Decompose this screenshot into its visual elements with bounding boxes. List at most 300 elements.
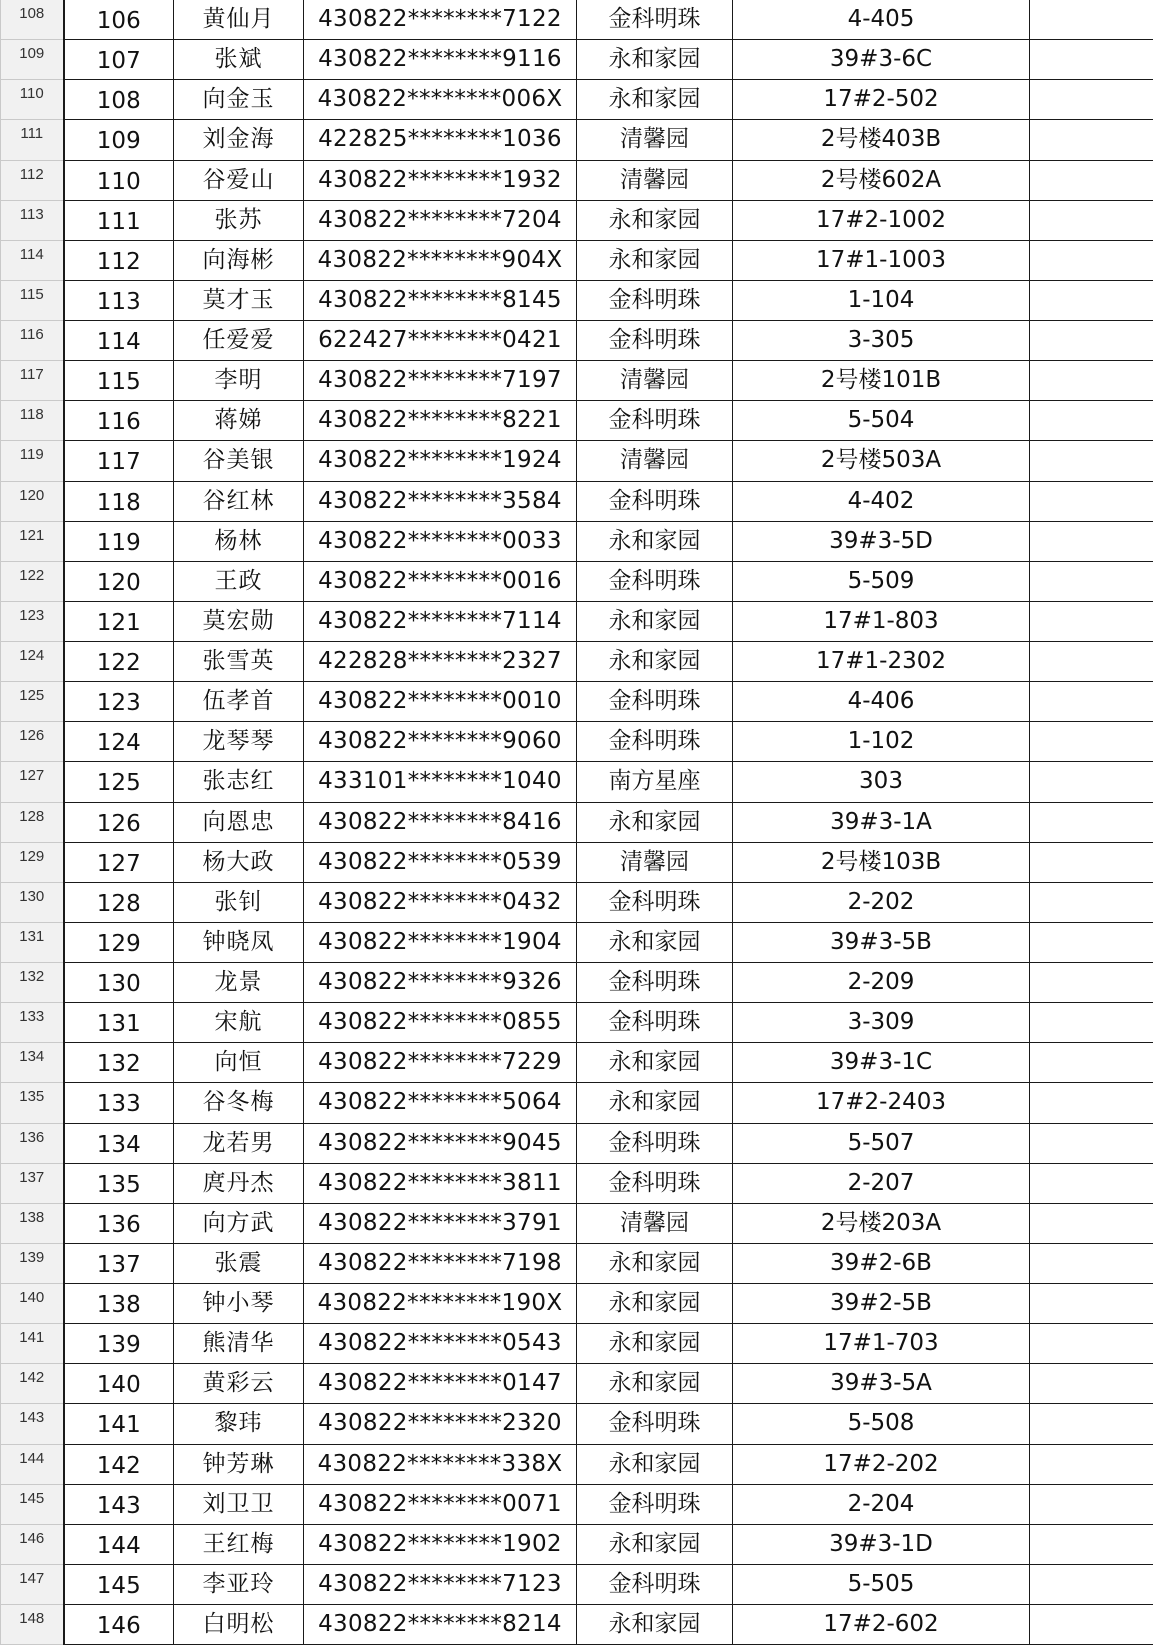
seq-cell[interactable]: 131 <box>64 1003 174 1043</box>
id-number-cell[interactable]: 430822********0432 <box>304 882 577 922</box>
row-header[interactable]: 129 <box>1 842 64 882</box>
table-row <box>1 240 1153 280</box>
empty-cell[interactable] <box>1030 963 1153 1003</box>
community-cell[interactable]: 永和家园 <box>577 1083 733 1123</box>
name-cell[interactable]: 向恒 <box>174 1043 304 1083</box>
community-cell[interactable]: 清馨园 <box>577 120 733 160</box>
seq-cell[interactable]: 141 <box>64 1404 174 1444</box>
id-number-cell[interactable]: 430822********5064 <box>304 1083 577 1123</box>
table-row <box>1 682 1153 722</box>
id-number-cell[interactable]: 430822********1932 <box>304 160 577 200</box>
id-number-cell[interactable]: 422828********2327 <box>304 642 577 682</box>
unit-cell[interactable]: 2-202 <box>733 882 1030 922</box>
id-number-cell[interactable]: 430822********9060 <box>304 722 577 762</box>
table-row <box>1 1605 1153 1645</box>
community-cell[interactable]: 金科明珠 <box>577 1564 733 1604</box>
community-cell[interactable]: 永和家园 <box>577 240 733 280</box>
community-cell[interactable]: 清馨园 <box>577 361 733 401</box>
unit-cell[interactable]: 2-204 <box>733 1484 1030 1524</box>
id-number-cell[interactable]: 430822********0855 <box>304 1003 577 1043</box>
name-cell[interactable]: 谷红林 <box>174 481 304 521</box>
community-cell[interactable]: 清馨园 <box>577 441 733 481</box>
seq-cell[interactable]: 106 <box>64 0 174 40</box>
seq-cell[interactable]: 134 <box>64 1123 174 1163</box>
row-header[interactable]: 113 <box>1 200 64 240</box>
id-number-cell[interactable]: 430822********3791 <box>304 1203 577 1243</box>
community-cell[interactable]: 永和家园 <box>577 1444 733 1484</box>
community-cell[interactable]: 金科明珠 <box>577 1404 733 1444</box>
seq-cell[interactable]: 109 <box>64 120 174 160</box>
empty-cell[interactable] <box>1030 642 1153 682</box>
id-number-cell[interactable]: 430822********7122 <box>304 0 577 40</box>
name-cell[interactable]: 伍孝首 <box>174 682 304 722</box>
unit-cell[interactable]: 39#3-1A <box>733 802 1030 842</box>
seq-cell[interactable]: 133 <box>64 1083 174 1123</box>
unit-cell[interactable]: 1-102 <box>733 722 1030 762</box>
id-number-cell[interactable]: 430822********8145 <box>304 280 577 320</box>
row-header[interactable]: 144 <box>1 1444 64 1484</box>
id-number-cell[interactable]: 430822********9116 <box>304 40 577 80</box>
row-header[interactable]: 115 <box>1 280 64 320</box>
empty-cell[interactable] <box>1030 722 1153 762</box>
empty-cell[interactable] <box>1030 601 1153 641</box>
row-header[interactable]: 119 <box>1 441 64 481</box>
id-number-cell[interactable]: 430822********0147 <box>304 1364 577 1404</box>
community-cell[interactable]: 金科明珠 <box>577 682 733 722</box>
row-header[interactable]: 145 <box>1 1484 64 1524</box>
unit-cell[interactable]: 39#3-1D <box>733 1524 1030 1564</box>
empty-cell[interactable] <box>1030 280 1153 320</box>
seq-cell[interactable]: 136 <box>64 1203 174 1243</box>
row-header[interactable]: 118 <box>1 401 64 441</box>
id-number-cell[interactable]: 422825********1036 <box>304 120 577 160</box>
community-cell[interactable]: 金科明珠 <box>577 321 733 361</box>
name-cell[interactable]: 向方武 <box>174 1203 304 1243</box>
id-number-cell[interactable]: 430822********7114 <box>304 601 577 641</box>
unit-cell[interactable]: 39#3-5D <box>733 521 1030 561</box>
id-number-cell[interactable]: 430822********3584 <box>304 481 577 521</box>
empty-cell[interactable] <box>1030 561 1153 601</box>
empty-cell[interactable] <box>1030 80 1153 120</box>
empty-cell[interactable] <box>1030 1123 1153 1163</box>
seq-cell[interactable]: 126 <box>64 802 174 842</box>
unit-cell[interactable]: 2号楼203A <box>733 1203 1030 1243</box>
row-header[interactable]: 124 <box>1 642 64 682</box>
table-row <box>1 1083 1153 1123</box>
row-header[interactable]: 140 <box>1 1284 64 1324</box>
name-cell[interactable]: 刘卫卫 <box>174 1484 304 1524</box>
id-number-cell[interactable]: 433101********1040 <box>304 762 577 802</box>
empty-cell[interactable] <box>1030 1444 1153 1484</box>
seq-cell[interactable]: 143 <box>64 1484 174 1524</box>
empty-cell[interactable] <box>1030 1284 1153 1324</box>
name-cell[interactable]: 蒋娣 <box>174 401 304 441</box>
name-cell[interactable]: 莫才玉 <box>174 280 304 320</box>
community-cell[interactable]: 永和家园 <box>577 1243 733 1283</box>
row-header[interactable]: 109 <box>1 40 64 80</box>
unit-cell[interactable]: 39#2-6B <box>733 1243 1030 1283</box>
empty-cell[interactable] <box>1030 1404 1153 1444</box>
name-cell[interactable]: 刘金海 <box>174 120 304 160</box>
community-cell[interactable]: 永和家园 <box>577 1364 733 1404</box>
seq-cell[interactable]: 129 <box>64 922 174 962</box>
id-number-cell[interactable]: 430822********7204 <box>304 200 577 240</box>
unit-cell[interactable]: 39#3-5A <box>733 1364 1030 1404</box>
name-cell[interactable]: 庹丹杰 <box>174 1163 304 1203</box>
name-cell[interactable]: 莫宏勋 <box>174 601 304 641</box>
unit-cell[interactable]: 3-309 <box>733 1003 1030 1043</box>
unit-cell[interactable]: 4-402 <box>733 481 1030 521</box>
name-cell[interactable]: 张钊 <box>174 882 304 922</box>
id-number-cell[interactable]: 430822********7123 <box>304 1564 577 1604</box>
id-number-cell[interactable]: 430822********0010 <box>304 682 577 722</box>
seq-cell[interactable]: 145 <box>64 1564 174 1604</box>
id-number-cell[interactable]: 430822********0071 <box>304 1484 577 1524</box>
name-cell[interactable]: 王红梅 <box>174 1524 304 1564</box>
unit-cell[interactable]: 17#2-1002 <box>733 200 1030 240</box>
id-number-cell[interactable]: 430822********8416 <box>304 802 577 842</box>
community-cell[interactable]: 永和家园 <box>577 1524 733 1564</box>
community-cell[interactable]: 金科明珠 <box>577 561 733 601</box>
empty-cell[interactable] <box>1030 1564 1153 1604</box>
empty-cell[interactable] <box>1030 762 1153 802</box>
empty-cell[interactable] <box>1030 922 1153 962</box>
id-number-cell[interactable]: 430822********1902 <box>304 1524 577 1564</box>
seq-cell[interactable]: 128 <box>64 882 174 922</box>
unit-cell[interactable]: 5-508 <box>733 1404 1030 1444</box>
empty-cell[interactable] <box>1030 361 1153 401</box>
name-cell[interactable]: 熊清华 <box>174 1324 304 1364</box>
unit-cell[interactable]: 17#2-2403 <box>733 1083 1030 1123</box>
row-header[interactable]: 130 <box>1 882 64 922</box>
row-header[interactable]: 126 <box>1 722 64 762</box>
empty-cell[interactable] <box>1030 1324 1153 1364</box>
empty-cell[interactable] <box>1030 40 1153 80</box>
community-cell[interactable]: 清馨园 <box>577 160 733 200</box>
name-cell[interactable]: 向海彬 <box>174 240 304 280</box>
name-cell[interactable]: 谷冬梅 <box>174 1083 304 1123</box>
id-number-cell[interactable]: 430822********7197 <box>304 361 577 401</box>
name-cell[interactable]: 黄彩云 <box>174 1364 304 1404</box>
row-header[interactable]: 135 <box>1 1083 64 1123</box>
seq-cell[interactable]: 130 <box>64 963 174 1003</box>
row-header[interactable]: 128 <box>1 802 64 842</box>
empty-cell[interactable] <box>1030 1203 1153 1243</box>
row-header[interactable]: 137 <box>1 1163 64 1203</box>
name-cell[interactable]: 白明松 <box>174 1605 304 1645</box>
unit-cell[interactable]: 2号楼602A <box>733 160 1030 200</box>
name-cell[interactable]: 张苏 <box>174 200 304 240</box>
community-cell[interactable]: 永和家园 <box>577 601 733 641</box>
seq-cell[interactable]: 132 <box>64 1043 174 1083</box>
community-cell[interactable]: 南方星座 <box>577 762 733 802</box>
row-header[interactable]: 132 <box>1 963 64 1003</box>
name-cell[interactable]: 向恩忠 <box>174 802 304 842</box>
id-number-cell[interactable]: 430822********1924 <box>304 441 577 481</box>
seq-cell[interactable]: 115 <box>64 361 174 401</box>
seq-cell[interactable]: 107 <box>64 40 174 80</box>
id-number-cell[interactable]: 430822********006X <box>304 80 577 120</box>
name-cell[interactable]: 张志红 <box>174 762 304 802</box>
id-number-cell[interactable]: 430822********8214 <box>304 1605 577 1645</box>
seq-cell[interactable]: 125 <box>64 762 174 802</box>
empty-cell[interactable] <box>1030 321 1153 361</box>
name-cell[interactable]: 龙若男 <box>174 1123 304 1163</box>
community-cell[interactable]: 永和家园 <box>577 1605 733 1645</box>
unit-cell[interactable]: 39#3-6C <box>733 40 1030 80</box>
unit-cell[interactable]: 17#2-202 <box>733 1444 1030 1484</box>
row-header[interactable]: 125 <box>1 682 64 722</box>
seq-cell[interactable]: 111 <box>64 200 174 240</box>
community-cell[interactable]: 永和家园 <box>577 200 733 240</box>
community-cell[interactable]: 金科明珠 <box>577 280 733 320</box>
seq-cell[interactable]: 137 <box>64 1243 174 1283</box>
community-cell[interactable]: 金科明珠 <box>577 0 733 40</box>
name-cell[interactable]: 宋航 <box>174 1003 304 1043</box>
seq-cell[interactable]: 123 <box>64 682 174 722</box>
id-number-cell[interactable]: 430822********1904 <box>304 922 577 962</box>
name-cell[interactable]: 李明 <box>174 361 304 401</box>
unit-cell[interactable]: 5-504 <box>733 401 1030 441</box>
community-cell[interactable]: 金科明珠 <box>577 481 733 521</box>
empty-cell[interactable] <box>1030 802 1153 842</box>
community-cell[interactable]: 金科明珠 <box>577 1163 733 1203</box>
community-cell[interactable]: 永和家园 <box>577 1043 733 1083</box>
community-cell[interactable]: 金科明珠 <box>577 1484 733 1524</box>
seq-cell[interactable]: 127 <box>64 842 174 882</box>
row-header[interactable]: 116 <box>1 321 64 361</box>
unit-cell[interactable]: 2号楼503A <box>733 441 1030 481</box>
empty-cell[interactable] <box>1030 1163 1153 1203</box>
name-cell[interactable]: 张震 <box>174 1243 304 1283</box>
row-header[interactable]: 139 <box>1 1243 64 1283</box>
community-cell[interactable]: 永和家园 <box>577 40 733 80</box>
community-cell[interactable]: 清馨园 <box>577 1203 733 1243</box>
unit-cell[interactable]: 2号楼403B <box>733 120 1030 160</box>
empty-cell[interactable] <box>1030 1524 1153 1564</box>
unit-cell[interactable]: 17#1-703 <box>733 1324 1030 1364</box>
empty-cell[interactable] <box>1030 1043 1153 1083</box>
id-number-cell[interactable]: 430822********9326 <box>304 963 577 1003</box>
empty-cell[interactable] <box>1030 1083 1153 1123</box>
id-number-cell[interactable]: 430822********9045 <box>304 1123 577 1163</box>
unit-cell[interactable]: 2号楼101B <box>733 361 1030 401</box>
row-header[interactable]: 121 <box>1 521 64 561</box>
empty-cell[interactable] <box>1030 0 1153 40</box>
name-cell[interactable]: 谷美银 <box>174 441 304 481</box>
table-row <box>1 1003 1153 1043</box>
name-cell[interactable]: 向金玉 <box>174 80 304 120</box>
unit-cell[interactable]: 17#1-1003 <box>733 240 1030 280</box>
empty-cell[interactable] <box>1030 401 1153 441</box>
seq-cell[interactable]: 118 <box>64 481 174 521</box>
table-row <box>1 1043 1153 1083</box>
row-header[interactable]: 148 <box>1 1605 64 1645</box>
unit-cell[interactable]: 17#2-502 <box>733 80 1030 120</box>
empty-cell[interactable] <box>1030 441 1153 481</box>
seq-cell[interactable]: 117 <box>64 441 174 481</box>
empty-cell[interactable] <box>1030 1003 1153 1043</box>
id-number-cell[interactable]: 430822********904X <box>304 240 577 280</box>
community-cell[interactable]: 永和家园 <box>577 1284 733 1324</box>
seq-cell[interactable]: 139 <box>64 1324 174 1364</box>
unit-cell[interactable]: 17#1-803 <box>733 601 1030 641</box>
community-cell[interactable]: 金科明珠 <box>577 882 733 922</box>
name-cell[interactable]: 杨大政 <box>174 842 304 882</box>
community-cell[interactable]: 金科明珠 <box>577 401 733 441</box>
seq-cell[interactable]: 120 <box>64 561 174 601</box>
community-cell[interactable]: 永和家园 <box>577 80 733 120</box>
community-cell[interactable]: 金科明珠 <box>577 1123 733 1163</box>
row-header[interactable]: 117 <box>1 361 64 401</box>
empty-cell[interactable] <box>1030 120 1153 160</box>
table-row <box>1 1243 1153 1283</box>
row-header[interactable]: 146 <box>1 1524 64 1564</box>
name-cell[interactable]: 杨林 <box>174 521 304 561</box>
table-row <box>1 80 1153 120</box>
seq-cell[interactable]: 110 <box>64 160 174 200</box>
seq-cell[interactable]: 112 <box>64 240 174 280</box>
unit-cell[interactable]: 39#2-5B <box>733 1284 1030 1324</box>
name-cell[interactable]: 王政 <box>174 561 304 601</box>
empty-cell[interactable] <box>1030 240 1153 280</box>
row-header[interactable]: 133 <box>1 1003 64 1043</box>
name-cell[interactable]: 龙景 <box>174 963 304 1003</box>
seq-cell[interactable]: 124 <box>64 722 174 762</box>
seq-cell[interactable]: 119 <box>64 521 174 561</box>
row-header[interactable]: 111 <box>1 120 64 160</box>
empty-cell[interactable] <box>1030 481 1153 521</box>
unit-cell[interactable]: 5-509 <box>733 561 1030 601</box>
id-number-cell[interactable]: 622427********0421 <box>304 321 577 361</box>
empty-cell[interactable] <box>1030 1243 1153 1283</box>
community-cell[interactable]: 永和家园 <box>577 802 733 842</box>
row-header[interactable]: 110 <box>1 80 64 120</box>
id-number-cell[interactable]: 430822********338X <box>304 1444 577 1484</box>
community-cell[interactable]: 金科明珠 <box>577 722 733 762</box>
row-header[interactable]: 141 <box>1 1324 64 1364</box>
id-number-cell[interactable]: 430822********8221 <box>304 401 577 441</box>
community-cell[interactable]: 清馨园 <box>577 842 733 882</box>
name-cell[interactable]: 黄仙月 <box>174 0 304 40</box>
name-cell[interactable]: 谷爱山 <box>174 160 304 200</box>
id-number-cell[interactable]: 430822********3811 <box>304 1163 577 1203</box>
name-cell[interactable]: 李亚玲 <box>174 1564 304 1604</box>
table-row <box>1 561 1153 601</box>
name-cell[interactable]: 张雪英 <box>174 642 304 682</box>
community-cell[interactable]: 金科明珠 <box>577 963 733 1003</box>
seq-cell[interactable]: 138 <box>64 1284 174 1324</box>
row-header[interactable]: 142 <box>1 1364 64 1404</box>
name-cell[interactable]: 黎玮 <box>174 1404 304 1444</box>
community-cell[interactable]: 永和家园 <box>577 1324 733 1364</box>
row-header[interactable]: 127 <box>1 762 64 802</box>
community-cell[interactable]: 永和家园 <box>577 922 733 962</box>
empty-cell[interactable] <box>1030 200 1153 240</box>
unit-cell[interactable]: 5-505 <box>733 1564 1030 1604</box>
row-header[interactable]: 114 <box>1 240 64 280</box>
unit-cell[interactable]: 4-405 <box>733 0 1030 40</box>
unit-cell[interactable]: 2-207 <box>733 1163 1030 1203</box>
id-number-cell[interactable]: 430822********0033 <box>304 521 577 561</box>
empty-cell[interactable] <box>1030 1364 1153 1404</box>
table-row <box>1 762 1153 802</box>
seq-cell[interactable]: 146 <box>64 1605 174 1645</box>
name-cell[interactable]: 任爱爱 <box>174 321 304 361</box>
id-number-cell[interactable]: 430822********0543 <box>304 1324 577 1364</box>
row-header[interactable]: 108 <box>1 0 64 40</box>
name-cell[interactable]: 钟晓凤 <box>174 922 304 962</box>
row-header[interactable]: 112 <box>1 160 64 200</box>
unit-cell[interactable]: 39#3-5B <box>733 922 1030 962</box>
id-number-cell[interactable]: 430822********190X <box>304 1284 577 1324</box>
unit-cell[interactable]: 17#2-602 <box>733 1605 1030 1645</box>
empty-cell[interactable] <box>1030 882 1153 922</box>
id-number-cell[interactable]: 430822********7229 <box>304 1043 577 1083</box>
unit-cell[interactable]: 17#1-2302 <box>733 642 1030 682</box>
seq-cell[interactable]: 121 <box>64 601 174 641</box>
table-row <box>1 1284 1153 1324</box>
row-header[interactable]: 123 <box>1 601 64 641</box>
unit-cell[interactable]: 39#3-1C <box>733 1043 1030 1083</box>
row-header[interactable]: 147 <box>1 1564 64 1604</box>
id-number-cell[interactable]: 430822********0539 <box>304 842 577 882</box>
seq-cell[interactable]: 122 <box>64 642 174 682</box>
row-header[interactable]: 138 <box>1 1203 64 1243</box>
id-number-cell[interactable]: 430822********2320 <box>304 1404 577 1444</box>
name-cell[interactable]: 钟小琴 <box>174 1284 304 1324</box>
unit-cell[interactable]: 1-104 <box>733 280 1030 320</box>
unit-cell[interactable]: 4-406 <box>733 682 1030 722</box>
table-row <box>1 321 1153 361</box>
unit-cell[interactable]: 3-305 <box>733 321 1030 361</box>
community-cell[interactable]: 金科明珠 <box>577 1003 733 1043</box>
name-cell[interactable]: 龙琴琴 <box>174 722 304 762</box>
id-number-cell[interactable]: 430822********7198 <box>304 1243 577 1283</box>
table-row <box>1 1484 1153 1524</box>
unit-cell[interactable]: 5-507 <box>733 1123 1030 1163</box>
seq-cell[interactable]: 116 <box>64 401 174 441</box>
seq-cell[interactable]: 108 <box>64 80 174 120</box>
unit-cell[interactable]: 303 <box>733 762 1030 802</box>
empty-cell[interactable] <box>1030 521 1153 561</box>
empty-cell[interactable] <box>1030 682 1153 722</box>
row-header[interactable]: 131 <box>1 922 64 962</box>
community-cell[interactable]: 永和家园 <box>577 521 733 561</box>
row-header[interactable]: 120 <box>1 481 64 521</box>
id-number-cell[interactable]: 430822********0016 <box>304 561 577 601</box>
name-cell[interactable]: 张斌 <box>174 40 304 80</box>
name-cell[interactable]: 钟芳琳 <box>174 1444 304 1484</box>
seq-cell[interactable]: 114 <box>64 321 174 361</box>
seq-cell[interactable]: 140 <box>64 1364 174 1404</box>
empty-cell[interactable] <box>1030 1484 1153 1524</box>
empty-cell[interactable] <box>1030 1605 1153 1645</box>
seq-cell[interactable]: 113 <box>64 280 174 320</box>
unit-cell[interactable]: 2-209 <box>733 963 1030 1003</box>
seq-cell[interactable]: 135 <box>64 1163 174 1203</box>
row-header[interactable]: 134 <box>1 1043 64 1083</box>
seq-cell[interactable]: 142 <box>64 1444 174 1484</box>
row-header[interactable]: 136 <box>1 1123 64 1163</box>
seq-cell[interactable]: 144 <box>64 1524 174 1564</box>
unit-cell[interactable]: 2号楼103B <box>733 842 1030 882</box>
empty-cell[interactable] <box>1030 842 1153 882</box>
row-header[interactable]: 143 <box>1 1404 64 1444</box>
community-cell[interactable]: 永和家园 <box>577 642 733 682</box>
row-header[interactable]: 122 <box>1 561 64 601</box>
empty-cell[interactable] <box>1030 160 1153 200</box>
